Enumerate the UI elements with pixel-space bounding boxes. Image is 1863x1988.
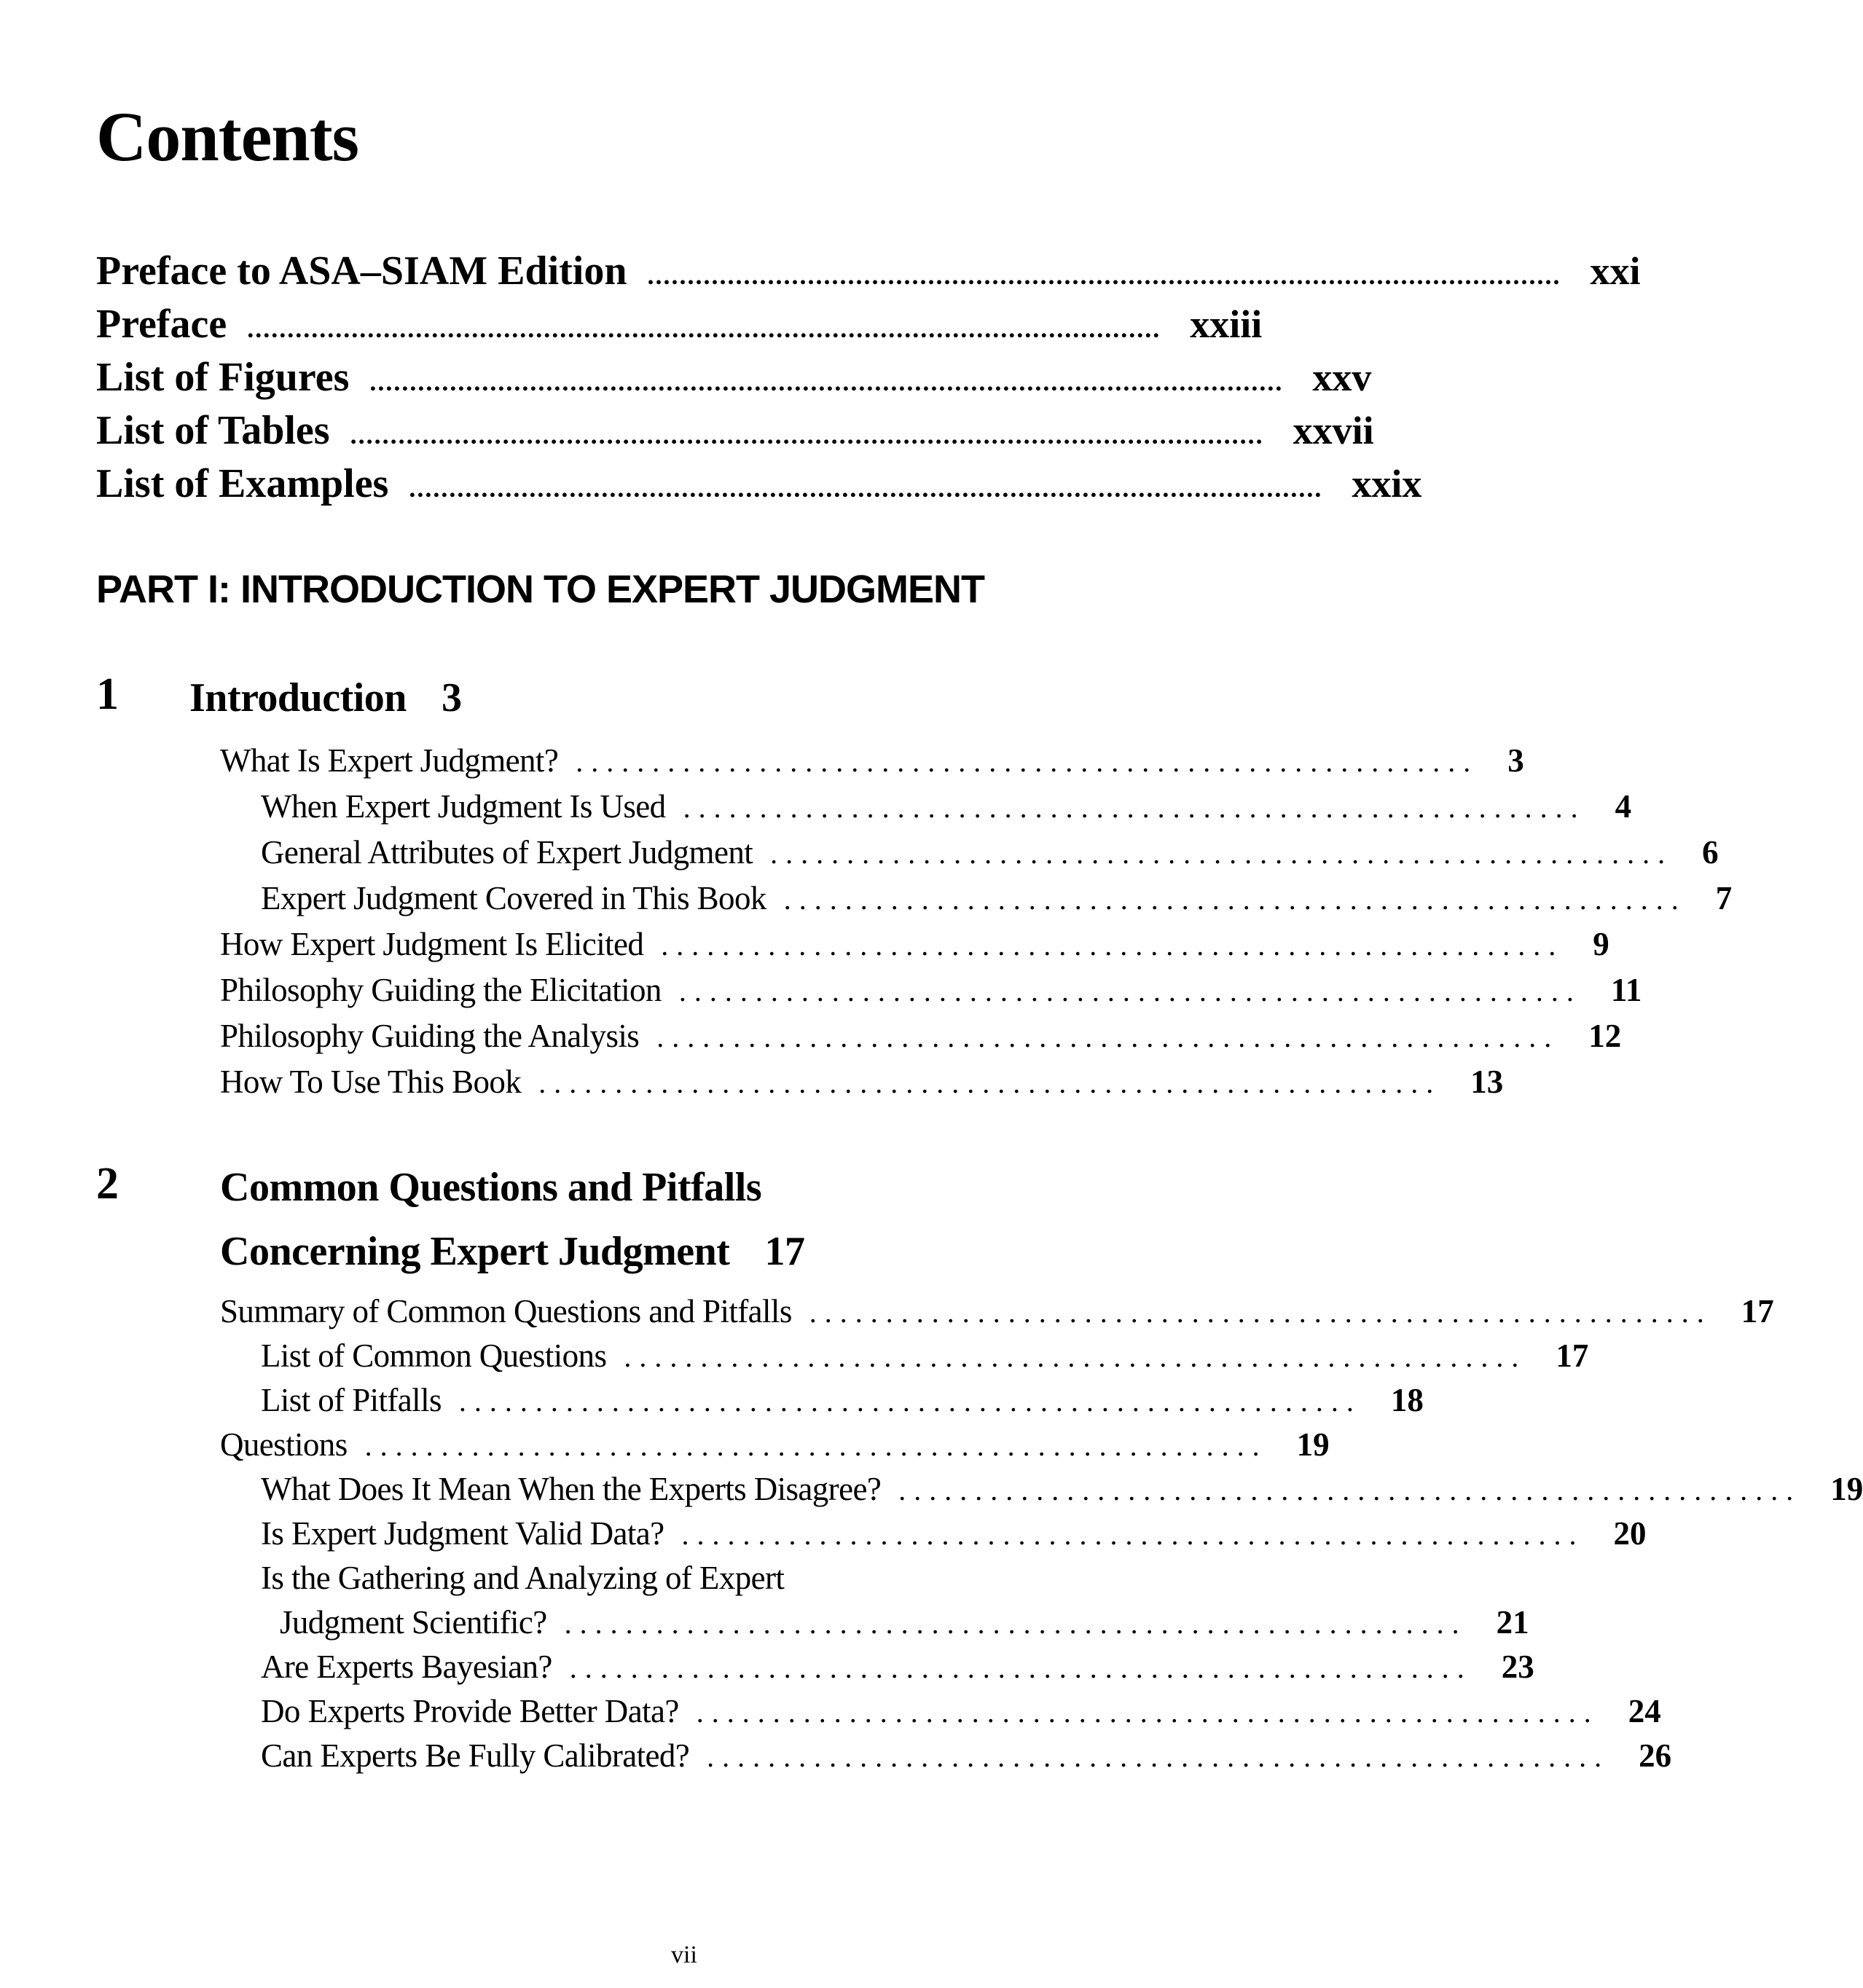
leader-dots: ........................................................... xyxy=(569,1651,1472,1684)
toc-entry[interactable] xyxy=(261,1692,1661,1733)
leader-dots: ........................................................... xyxy=(898,1474,1802,1506)
toc-entry-label: What Is Expert Judgment? xyxy=(220,742,559,779)
toc-entry-page: 4 xyxy=(1615,788,1632,825)
chapter-title-text: Introduction xyxy=(189,675,407,720)
toc-entry-page: 13 xyxy=(1470,1064,1504,1100)
toc-entry-page: 11 xyxy=(1610,972,1642,1008)
leader-dots: ........................................................... xyxy=(683,791,1586,824)
toc-entry-label: Questions xyxy=(220,1426,348,1463)
leader-dots: ........................................................... xyxy=(809,1296,1712,1329)
toc-entry[interactable] xyxy=(261,1381,1424,1422)
toc-entry-label: How Expert Judgment Is Elicited xyxy=(220,926,644,962)
toc-entry-label: Are Experts Bayesian? xyxy=(261,1649,552,1685)
toc-entry-label: List of Tables xyxy=(96,408,330,453)
toc-entry-page: 9 xyxy=(1593,926,1609,962)
leader-dots: ........................................................... xyxy=(458,1385,1362,1418)
toc-entry[interactable] xyxy=(261,1470,1863,1511)
chapter-title-line2[interactable] xyxy=(220,1228,804,1275)
leader-dots: ........................................................... xyxy=(661,929,1564,962)
toc-entry-preface[interactable] xyxy=(96,301,1263,347)
leader-dots: .................................................................................................................. xyxy=(647,261,1561,290)
page-number: vii xyxy=(671,1941,697,1968)
toc-entry-list-of-figures[interactable] xyxy=(96,354,1372,401)
chapter-number: 1 xyxy=(96,669,119,719)
toc-entry-preface-asa-siam[interactable] xyxy=(96,248,1641,294)
toc-entry-list-of-examples[interactable] xyxy=(96,460,1422,507)
toc-entry-page: 26 xyxy=(1639,1737,1672,1774)
part-heading: PART I: INTRODUCTION TO EXPERT JUDGMENT xyxy=(96,567,985,611)
toc-entry-page: xxvii xyxy=(1293,409,1374,452)
toc-entry-page: 24 xyxy=(1628,1693,1661,1729)
toc-entry-page: 23 xyxy=(1501,1649,1534,1685)
toc-entry-label: Judgment Scientific? xyxy=(280,1604,547,1641)
toc-entry[interactable] xyxy=(261,1737,1672,1777)
leader-dots: .................................................................................................................. xyxy=(369,367,1284,396)
toc-entry-page: 12 xyxy=(1588,1018,1622,1054)
leader-dots: ........................................................... xyxy=(696,1696,1599,1729)
toc-entry-label: Philosophy Guiding the Elicitation xyxy=(220,972,662,1008)
toc-entry-label: What Does It Mean When the Experts Disagree? xyxy=(261,1471,882,1507)
toc-entry-label: Summary of Common Questions and Pitfalls xyxy=(220,1293,792,1329)
chapter-title[interactable] xyxy=(189,675,461,721)
chapter-page: 17 xyxy=(764,1229,805,1274)
toc-entry[interactable] xyxy=(220,1292,1774,1333)
toc-entry[interactable] xyxy=(261,833,1719,874)
chapter-title-text: Common Questions and Pitfalls xyxy=(220,1165,762,1210)
chapter-title[interactable] xyxy=(220,1164,761,1211)
toc-entry[interactable] xyxy=(261,1337,1589,1378)
leader-dots: ........................................................... xyxy=(364,1429,1268,1462)
toc-entry-label: List of Examples xyxy=(96,461,389,506)
leader-dots: ........................................................... xyxy=(564,1607,1467,1640)
toc-entry[interactable] xyxy=(261,1648,1534,1689)
chapter-title-text: Concerning Expert Judgment xyxy=(220,1229,730,1274)
toc-entry-page: 3 xyxy=(1507,742,1524,779)
toc-entry-label: Preface xyxy=(96,302,227,347)
chapter-page: 3 xyxy=(441,675,462,720)
leader-dots: ........................................................... xyxy=(678,975,1582,1007)
leader-dots: .................................................................................................................. xyxy=(350,420,1264,449)
toc-entry-page: 17 xyxy=(1556,1337,1589,1374)
toc-entry-page: xxiii xyxy=(1190,302,1263,346)
toc-entry-label: Expert Judgment Covered in This Book xyxy=(261,880,766,916)
toc-entry-label: General Attributes of Expert Judgment xyxy=(261,834,753,871)
toc-entry-label: Philosophy Guiding the Analysis xyxy=(220,1018,640,1054)
toc-entry[interactable] xyxy=(220,742,1524,782)
toc-entry-label: When Expert Judgment Is Used xyxy=(261,788,666,825)
toc-entry-label: Is the Gathering and Analyzing of Expert xyxy=(261,1560,785,1596)
toc-entry-label: List of Common Questions xyxy=(261,1337,607,1374)
leader-dots: ........................................................... xyxy=(656,1021,1560,1053)
toc-entry-list-of-tables[interactable] xyxy=(96,407,1374,454)
leader-dots: ........................................................... xyxy=(770,837,1674,870)
leader-dots: ........................................................... xyxy=(538,1066,1442,1099)
toc-entry-page: 20 xyxy=(1613,1515,1647,1552)
toc-entry[interactable] xyxy=(261,879,1733,920)
leader-dots: .................................................................................................................. xyxy=(409,474,1323,503)
toc-entry-page: 7 xyxy=(1715,880,1733,916)
toc-entry[interactable] xyxy=(220,1017,1622,1058)
toc-entry[interactable] xyxy=(220,1426,1330,1466)
toc-entry-label: How To Use This Book xyxy=(220,1064,522,1100)
leader-dots: ........................................................... xyxy=(681,1518,1585,1551)
page-title: Contents xyxy=(96,98,359,176)
toc-entry-label: Can Experts Be Fully Calibrated? xyxy=(261,1737,690,1774)
toc-entry[interactable] xyxy=(280,1603,1529,1644)
toc-entry-page: xxix xyxy=(1352,462,1422,506)
leader-dots: ........................................................... xyxy=(707,1740,1610,1773)
toc-entry-page: 19 xyxy=(1296,1426,1330,1463)
toc-entry-page: 21 xyxy=(1496,1604,1529,1641)
toc-entry[interactable] xyxy=(220,1063,1504,1104)
leader-dots: ........................................................... xyxy=(576,745,1479,778)
leader-dots: ........................................................... xyxy=(624,1340,1527,1373)
toc-entry-page: 17 xyxy=(1741,1293,1774,1329)
toc-entry-page: xxv xyxy=(1312,355,1372,399)
toc-entry-page: 6 xyxy=(1702,834,1719,871)
toc-entry-page: xxi xyxy=(1590,249,1641,293)
toc-entry-label: Is Expert Judgment Valid Data? xyxy=(261,1515,664,1552)
leader-dots: ........................................................... xyxy=(783,883,1687,916)
toc-entry[interactable] xyxy=(261,1514,1647,1555)
toc-entry[interactable] xyxy=(220,925,1609,966)
toc-entry-page: 18 xyxy=(1390,1382,1424,1418)
toc-entry[interactable] xyxy=(261,1559,1192,1600)
toc-entry[interactable] xyxy=(261,787,1632,828)
toc-entry-label: List of Pitfalls xyxy=(261,1382,442,1418)
toc-entry-label: Preface to ASA–SIAM Edition xyxy=(96,248,627,294)
toc-entry[interactable] xyxy=(220,971,1642,1012)
toc-entry-label: List of Figures xyxy=(96,355,350,400)
chapter-number: 2 xyxy=(96,1159,119,1209)
toc-entry-page: 19 xyxy=(1830,1471,1863,1507)
toc-entry-label: Do Experts Provide Better Data? xyxy=(261,1693,679,1729)
leader-dots: .................................................................................................................. xyxy=(247,314,1161,343)
